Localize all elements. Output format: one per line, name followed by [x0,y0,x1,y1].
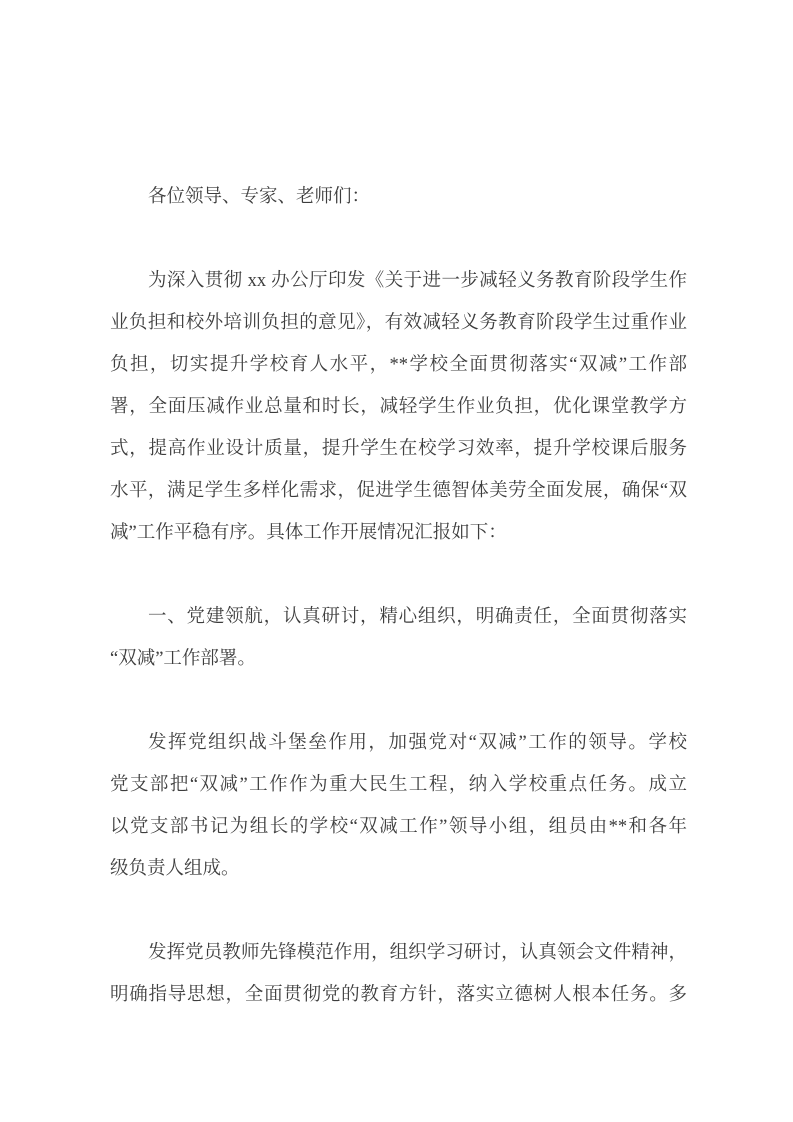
doc-line: 业负担和校外培训负担的意见》，有效减轻义务教育阶段学生过重作业 [110,313,687,333]
doc-line: 党支部把“双减”工作作为重大民生工程，纳入学校重点任务。成立 [110,775,687,795]
doc-line: 发挥党组织战斗堡垒作用，加强党对“双减”工作的领导。学校 [148,733,687,753]
doc-line: 为深入贯彻 xx 办公厅印发《关于进一步减轻义务教育阶段学生作 [148,271,687,291]
doc-line-greeting: 各位领导、专家、老师们： [148,187,371,207]
doc-line: 明确指导思想，全面贯彻党的教育方针，落实立德树人根本任务。多 [110,985,687,1005]
doc-line: 减”工作平稳有序。具体工作开展情况汇报如下： [110,523,507,543]
doc-line: 署，全面压减作业总量和时长，减轻学生作业负担，优化课堂教学方 [110,397,687,417]
doc-line: 发挥党员教师先锋模范作用，组织学习研讨，认真领会文件精神， [148,943,687,963]
doc-line: 负担，切实提升学校育人水平，**学校全面贯彻落实“双减”工作部 [110,355,687,375]
document-body [110,176,687,1016]
doc-line: 以党支部书记为组长的学校“双减工作”领导小组，组员由**和各年 [110,817,687,837]
doc-line-section-heading: 一、党建领航，认真研讨，精心组织，明确责任，全面贯彻落实 [148,607,687,627]
doc-line: 水平，满足学生多样化需求，促进学生德智体美劳全面发展，确保“双 [110,481,687,501]
doc-line: 式，提高作业设计质量，提升学生在校学习效率，提升学校课后服务 [110,439,687,459]
doc-line-section-heading: “双减”工作部署。 [110,649,256,669]
doc-line: 级负责人组成。 [110,859,240,879]
